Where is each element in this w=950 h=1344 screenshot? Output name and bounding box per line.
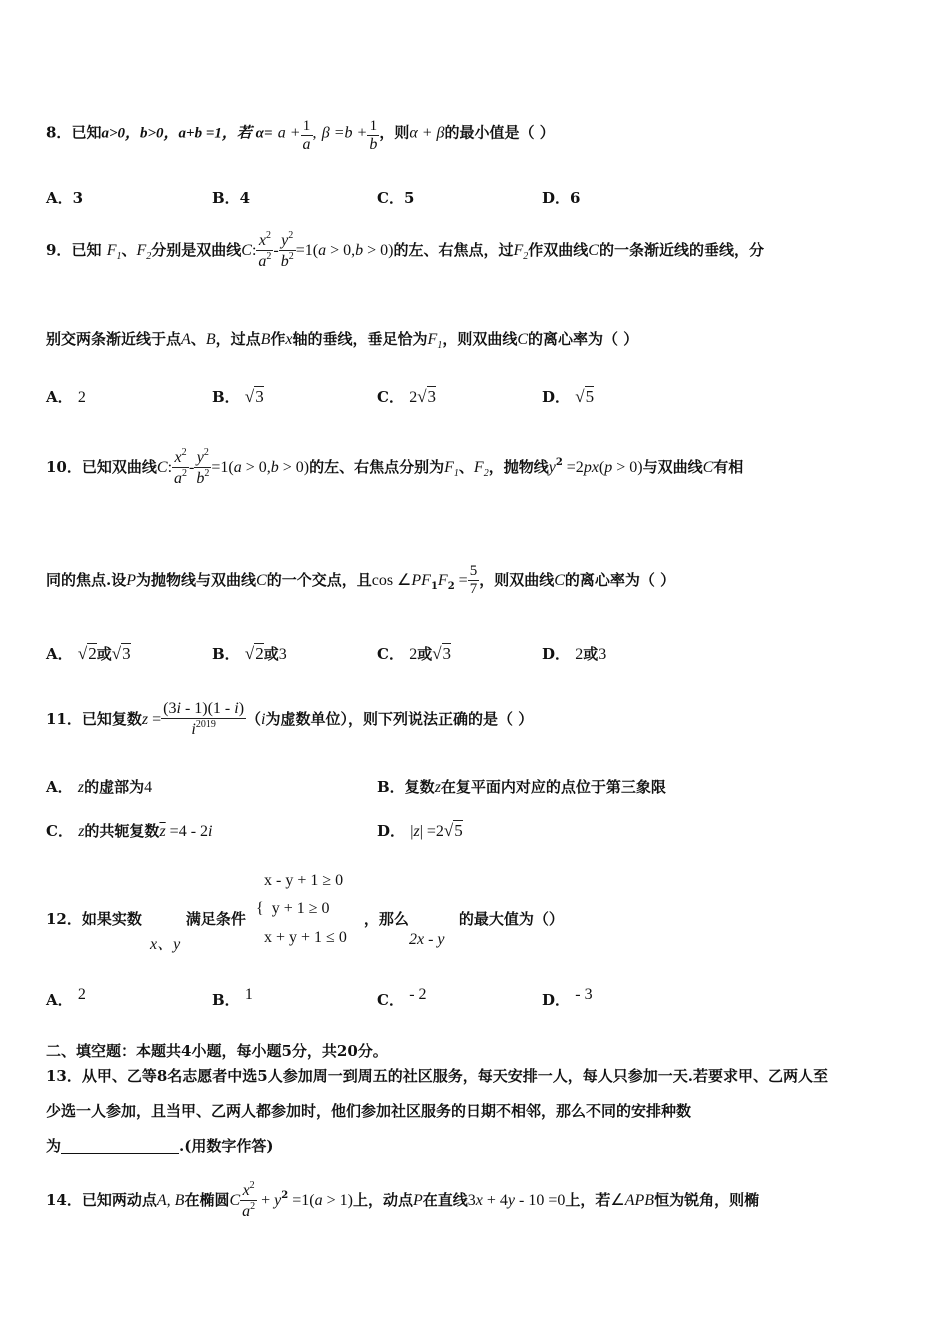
- q12-option-d[interactable]: D． - 3: [542, 986, 593, 1009]
- q11-option-b[interactable]: B．复数z在复平面内对应的点位于第三象限: [377, 778, 666, 796]
- q13-line2: 少选一人参加，且当甲、乙两人都参加时，他们参加社区服务的日期不相邻，那么不同的安排种数: [46, 1102, 692, 1120]
- q12-option-a[interactable]: A． 2: [46, 986, 86, 1009]
- q12-variables: x、y: [150, 936, 181, 953]
- q9-option-d[interactable]: D． √5: [542, 387, 595, 406]
- q8-option-d[interactable]: D．6: [542, 189, 581, 207]
- q10-option-b[interactable]: B． √2或3: [212, 644, 287, 663]
- q10-stem-line2: 同的焦点.设P为抛物线与双曲线C的一个交点，且$\cos \angle PF_1F_2$ = $\frac{5}{7}$ ，则双曲线C的离心率为（ ）: [46, 563, 676, 598]
- q12-option-c[interactable]: C． - 2: [377, 986, 427, 1009]
- q9-option-c[interactable]: C． 2√3: [377, 387, 437, 406]
- q11-option-d[interactable]: D． |z| =2√5: [377, 821, 463, 840]
- q10-option-a[interactable]: A． √2或√3: [46, 644, 131, 663]
- q12-stem: 12．如果实数 满足条件 ，那么 的最大值为（）: [46, 910, 564, 928]
- q8-option-c[interactable]: C．5: [377, 189, 415, 207]
- q14-stem: 14．已知两动点A, B在椭圆C $\frac{x^2}{a^2}$ + $y^2 =1(a > 1)$上，动点P在直线3x + 4y - 10 =0上，若∠APB恒为锐角，则椭: [46, 1180, 760, 1221]
- q11-option-c[interactable]: C． z的共轭复数$\overline{z} =4 - 2i$: [46, 822, 213, 840]
- q12-constraint-brace: { y + 1 ≥ 0: [256, 900, 330, 917]
- q12-option-b[interactable]: B． 1: [212, 986, 253, 1009]
- q9-stem-line1: 9．已知 $F_1$、$F_2$分别是双曲线C: $\frac{x^2}{a^2}$ - $\frac{y^2}{b^2}$ =1(a > 0,b > 0)的左、右焦点，过$F_2$作双曲线C的一条渐近线的垂线，分: [46, 230, 764, 271]
- q13-line1: 13．从甲、乙等8名志愿者中选5人参加周一到周五的社区服务，每天安排一人，每人只参加一天.若要求甲、乙两人至: [46, 1067, 828, 1085]
- q12-constraint-1: x - y + 1 ≥ 0: [264, 872, 344, 889]
- q11-stem: 11．已知复数z = $\frac{(3i - 1)(1 - i)}{i^{2019}}$ （i为虚数单位），则下列说法正确的是（ ）: [46, 700, 534, 739]
- q10-stem-line1: 10．已知双曲线C: $\frac{x^2}{a^2}$ - $\frac{y^2}{b^2}$ =1(a > 0,b > 0)的左、右焦点分别为$F_1$、$F_2$，抛物线$y^2 =2px(p > 0)$与双曲线C有相: [46, 447, 744, 488]
- q9-option-b[interactable]: B． √3: [212, 387, 264, 406]
- q13-line3: 为 .(用数字作答): [46, 1137, 274, 1155]
- q11-option-a[interactable]: A． z的虚部为4: [46, 778, 153, 796]
- q12-constraint-3: x + y + 1 ≤ 0: [264, 929, 347, 946]
- q9-option-a[interactable]: A． 2: [46, 388, 86, 406]
- section-heading: 二、填空题：本题共4小题，每小题5分，共20分。: [46, 1042, 388, 1060]
- q10-option-c[interactable]: C． 2或√3: [377, 644, 452, 663]
- q12-objective: 2x - y: [409, 931, 445, 948]
- answer-blank[interactable]: [61, 1139, 179, 1154]
- q10-option-d[interactable]: D． 2或3: [542, 645, 607, 663]
- q9-stem-line2: 别交两条渐近线于点A、B，过点B作x轴的垂线，垂足恰为$F_1$，则双曲线C的离心率为（ ）: [46, 330, 639, 351]
- q8-option-b[interactable]: B．4: [212, 189, 251, 207]
- q8-stem: 8．已知a>0，b>0，a+b =1，若 α= a + $\frac{1}{a}$ , β =b + $\frac{1}{b}$ ，则α + β的最小值是（ ）: [46, 118, 555, 154]
- q8-option-a[interactable]: A．3: [46, 189, 84, 207]
